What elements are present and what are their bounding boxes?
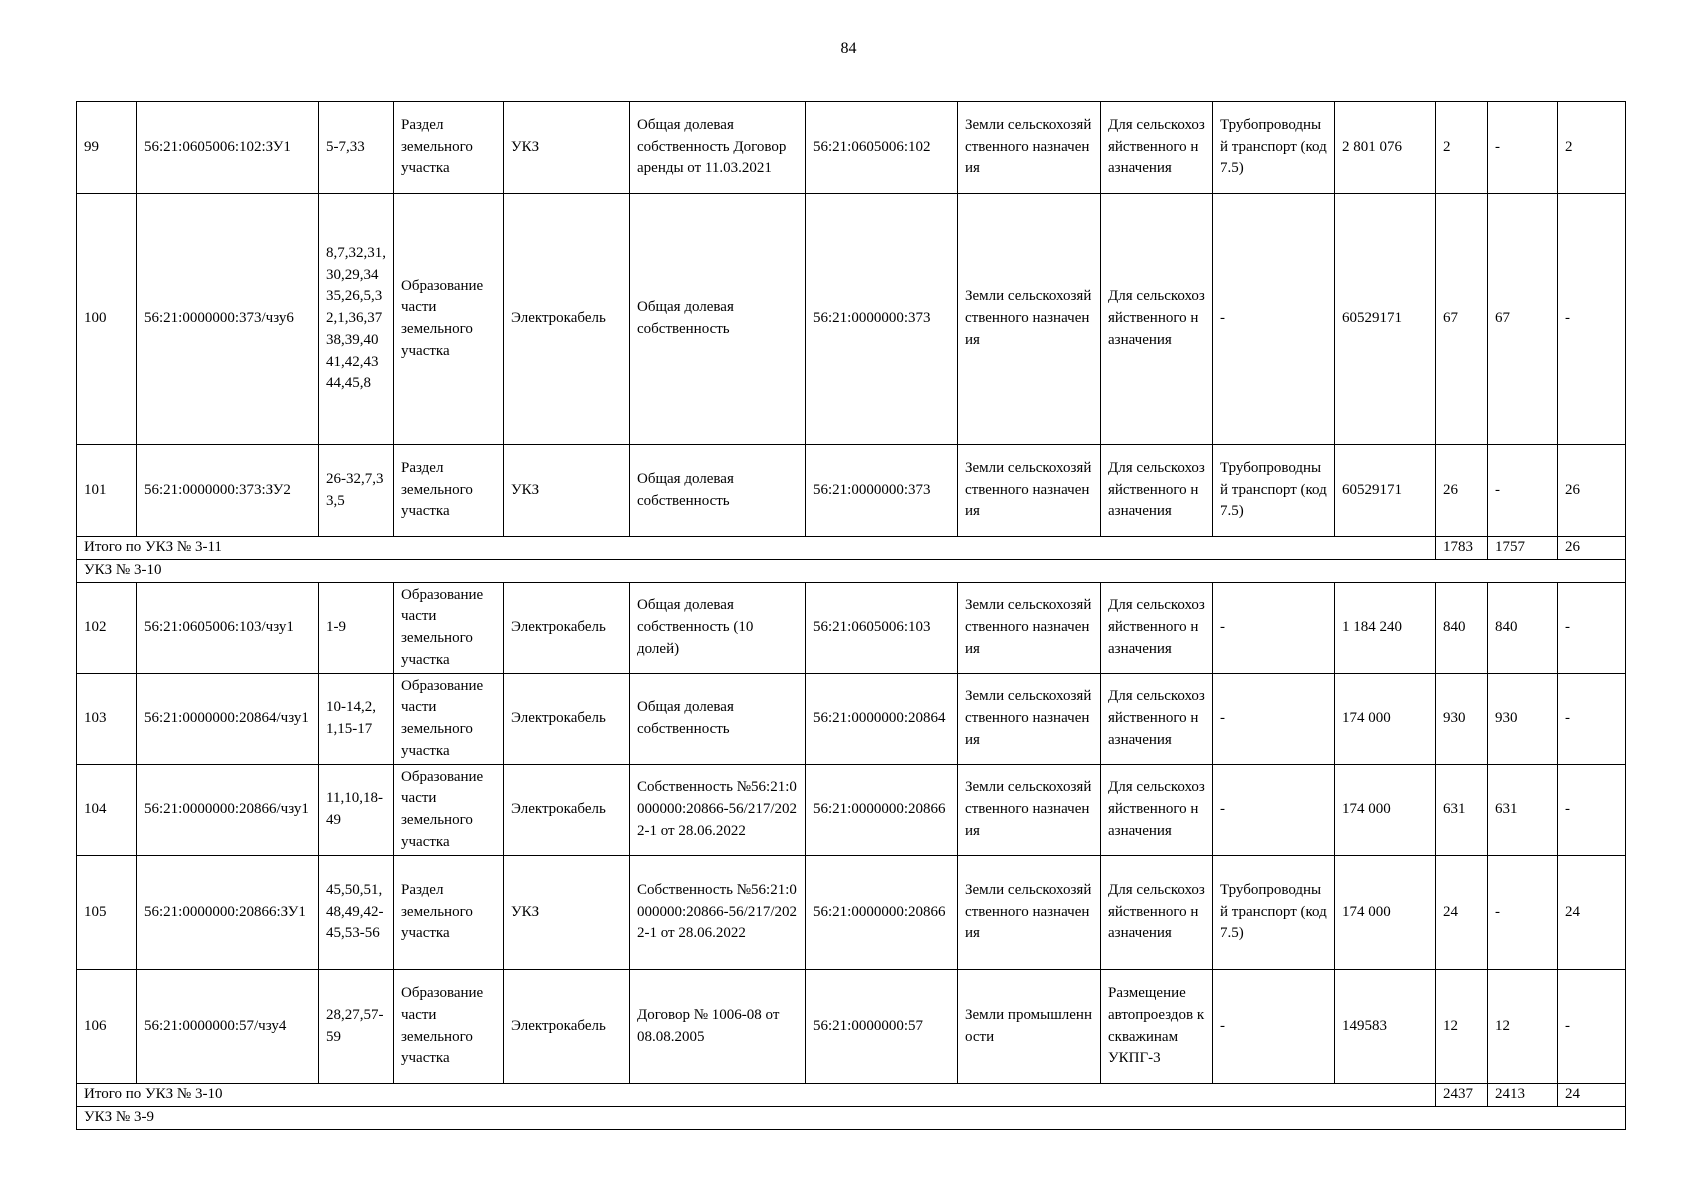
boundary-points: 28,27,57-59 xyxy=(319,970,394,1084)
object-purpose: Электрокабель xyxy=(504,674,630,765)
area-permanent: - xyxy=(1558,765,1626,856)
parent-area: 60529171 xyxy=(1335,445,1436,537)
right-type: Общая долевая собственность xyxy=(630,194,806,445)
section-label: УКЗ № 3-10 xyxy=(77,560,1626,583)
row-number: 104 xyxy=(77,765,137,856)
area-total: 12 xyxy=(1436,970,1488,1084)
new-permitted-use: Трубопроводный транспорт (код 7.5) xyxy=(1213,445,1335,537)
land-plots-table xyxy=(76,101,1626,1130)
permitted-use: Для сельскохозяйственного назначения xyxy=(1101,765,1213,856)
area-permanent: - xyxy=(1558,674,1626,765)
area-total: 930 xyxy=(1436,674,1488,765)
boundary-points: 11,10,18-49 xyxy=(319,765,394,856)
formation-method: Образование части земельного участка xyxy=(394,674,504,765)
section-header-row xyxy=(77,1107,1626,1130)
total-area-temporary: 2413 xyxy=(1488,1084,1558,1107)
row-number: 105 xyxy=(77,856,137,970)
boundary-points: 26-32,7,33,5 xyxy=(319,445,394,537)
new-permitted-use: - xyxy=(1213,194,1335,445)
area-total: 26 xyxy=(1436,445,1488,537)
parent-cadastral-number: 56:21:0000000:20864 xyxy=(806,674,958,765)
row-number: 99 xyxy=(77,102,137,194)
cadastral-number: 56:21:0000000:20866/чзу1 xyxy=(137,765,319,856)
parent-area: 174 000 xyxy=(1335,856,1436,970)
area-temporary: - xyxy=(1488,856,1558,970)
total-label: Итого по УКЗ № 3-11 xyxy=(77,537,1436,560)
land-category: Земли сельскохозяйственного назначения xyxy=(958,856,1101,970)
area-temporary: 631 xyxy=(1488,765,1558,856)
parent-area: 60529171 xyxy=(1335,194,1436,445)
object-purpose: Электрокабель xyxy=(504,194,630,445)
table-row xyxy=(77,445,1626,537)
section-label: УКЗ № 3-9 xyxy=(77,1107,1626,1130)
area-total: 2 xyxy=(1436,102,1488,194)
boundary-points: 8,7,32,31,30,29,34 35,26,5,32,1,36,3738,39,40 41,42,43 44,45,8 xyxy=(319,194,394,445)
area-temporary: 930 xyxy=(1488,674,1558,765)
cadastral-number: 56:21:0000000:57/чзу4 xyxy=(137,970,319,1084)
land-category: Земли сельскохозяйственного назначения xyxy=(958,674,1101,765)
table-row xyxy=(77,102,1626,194)
right-type: Общая долевая собственность Договор аренды от 11.03.2021 xyxy=(630,102,806,194)
table-row xyxy=(77,765,1626,856)
object-purpose: УКЗ xyxy=(504,445,630,537)
cadastral-number: 56:21:0000000:373:ЗУ2 xyxy=(137,445,319,537)
permitted-use: Размещение автопроездов к скважинам УКПГ-3 xyxy=(1101,970,1213,1084)
cadastral-number: 56:21:0605006:103/чзу1 xyxy=(137,583,319,674)
area-temporary: - xyxy=(1488,445,1558,537)
land-category: Земли сельскохозяйственного назначения xyxy=(958,765,1101,856)
row-number: 101 xyxy=(77,445,137,537)
new-permitted-use: - xyxy=(1213,583,1335,674)
table-row xyxy=(77,194,1626,445)
right-type: Собственность №56:21:0000000:20866-56/217/2022-1 от 28.06.2022 xyxy=(630,765,806,856)
formation-method: Раздел земельного участка xyxy=(394,856,504,970)
land-category: Земли сельскохозяйственного назначения xyxy=(958,102,1101,194)
area-total: 631 xyxy=(1436,765,1488,856)
area-temporary: 67 xyxy=(1488,194,1558,445)
object-purpose: УКЗ xyxy=(504,856,630,970)
right-type: Собственность №56:21:0000000:20866-56/217/2022-1 от 28.06.2022 xyxy=(630,856,806,970)
new-permitted-use: Трубопроводный транспорт (код 7.5) xyxy=(1213,856,1335,970)
formation-method: Образование части земельного участка xyxy=(394,970,504,1084)
area-permanent: 26 xyxy=(1558,445,1626,537)
total-row xyxy=(77,1084,1626,1107)
permitted-use: Для сельскохозяйственного назначения xyxy=(1101,102,1213,194)
cadastral-number: 56:21:0000000:20864/чзу1 xyxy=(137,674,319,765)
area-permanent: - xyxy=(1558,970,1626,1084)
total-label: Итого по УКЗ № 3-10 xyxy=(77,1084,1436,1107)
boundary-points: 10-14,2,1,15-17 xyxy=(319,674,394,765)
parent-area: 1 184 240 xyxy=(1335,583,1436,674)
permitted-use: Для сельскохозяйственного назначения xyxy=(1101,856,1213,970)
parent-cadastral-number: 56:21:0000000:20866 xyxy=(806,765,958,856)
object-purpose: Электрокабель xyxy=(504,583,630,674)
row-number: 102 xyxy=(77,583,137,674)
parent-cadastral-number: 56:21:0000000:373 xyxy=(806,194,958,445)
area-permanent: 2 xyxy=(1558,102,1626,194)
table-row xyxy=(77,856,1626,970)
formation-method: Образование части земельного участка xyxy=(394,194,504,445)
right-type: Общая долевая собственность (10 долей) xyxy=(630,583,806,674)
total-area: 1783 xyxy=(1436,537,1488,560)
parent-area: 2 801 076 xyxy=(1335,102,1436,194)
formation-method: Раздел земельного участка xyxy=(394,445,504,537)
land-category: Земли сельскохозяйственного назначения xyxy=(958,445,1101,537)
parent-area: 174 000 xyxy=(1335,765,1436,856)
row-number: 103 xyxy=(77,674,137,765)
cadastral-number: 56:21:0000000:373/чзу6 xyxy=(137,194,319,445)
land-category: Земли сельскохозяйственного назначения xyxy=(958,194,1101,445)
parent-cadastral-number: 56:21:0000000:373 xyxy=(806,445,958,537)
boundary-points: 5-7,33 xyxy=(319,102,394,194)
formation-method: Образование части земельного участка xyxy=(394,583,504,674)
permitted-use: Для сельскохозяйственного назначения xyxy=(1101,674,1213,765)
area-total: 67 xyxy=(1436,194,1488,445)
land-category: Земли сельскохозяйственного назначения xyxy=(958,583,1101,674)
new-permitted-use: - xyxy=(1213,674,1335,765)
permitted-use: Для сельскохозяйственного назначения xyxy=(1101,583,1213,674)
right-type: Общая долевая собственность xyxy=(630,674,806,765)
table-row xyxy=(77,674,1626,765)
total-row xyxy=(77,537,1626,560)
parent-cadastral-number: 56:21:0605006:103 xyxy=(806,583,958,674)
area-permanent: 24 xyxy=(1558,856,1626,970)
area-total: 840 xyxy=(1436,583,1488,674)
parent-cadastral-number: 56:21:0605006:102 xyxy=(806,102,958,194)
total-area-permanent: 26 xyxy=(1558,537,1626,560)
formation-method: Образование части земельного участка xyxy=(394,765,504,856)
parent-area: 149583 xyxy=(1335,970,1436,1084)
area-permanent: - xyxy=(1558,583,1626,674)
parent-cadastral-number: 56:21:0000000:57 xyxy=(806,970,958,1084)
permitted-use: Для сельскохозяйственного назначения xyxy=(1101,445,1213,537)
right-type: Договор № 1006-08 от 08.08.2005 xyxy=(630,970,806,1084)
right-type: Общая долевая собственность xyxy=(630,445,806,537)
area-temporary: - xyxy=(1488,102,1558,194)
row-number: 100 xyxy=(77,194,137,445)
formation-method: Раздел земельного участка xyxy=(394,102,504,194)
cadastral-number: 56:21:0605006:102:ЗУ1 xyxy=(137,102,319,194)
permitted-use: Для сельскохозяйственного назначения xyxy=(1101,194,1213,445)
total-area-temporary: 1757 xyxy=(1488,537,1558,560)
section-header-row xyxy=(77,560,1626,583)
page-number: 84 xyxy=(840,40,857,57)
row-number: 106 xyxy=(77,970,137,1084)
parent-cadastral-number: 56:21:0000000:20866 xyxy=(806,856,958,970)
new-permitted-use: - xyxy=(1213,970,1335,1084)
object-purpose: УКЗ xyxy=(504,102,630,194)
parent-area: 174 000 xyxy=(1335,674,1436,765)
boundary-points: 45,50,51,48,49,42-45,53-56 xyxy=(319,856,394,970)
land-category: Земли промышленности xyxy=(958,970,1101,1084)
new-permitted-use: Трубопроводный транспорт (код 7.5) xyxy=(1213,102,1335,194)
table-row xyxy=(77,583,1626,674)
area-temporary: 840 xyxy=(1488,583,1558,674)
area-total: 24 xyxy=(1436,856,1488,970)
total-area: 2437 xyxy=(1436,1084,1488,1107)
cadastral-number: 56:21:0000000:20866:ЗУ1 xyxy=(137,856,319,970)
object-purpose: Электрокабель xyxy=(504,765,630,856)
total-area-permanent: 24 xyxy=(1558,1084,1626,1107)
object-purpose: Электрокабель xyxy=(504,970,630,1084)
boundary-points: 1-9 xyxy=(319,583,394,674)
table-row xyxy=(77,970,1626,1084)
area-temporary: 12 xyxy=(1488,970,1558,1084)
new-permitted-use: - xyxy=(1213,765,1335,856)
area-permanent: - xyxy=(1558,194,1626,445)
